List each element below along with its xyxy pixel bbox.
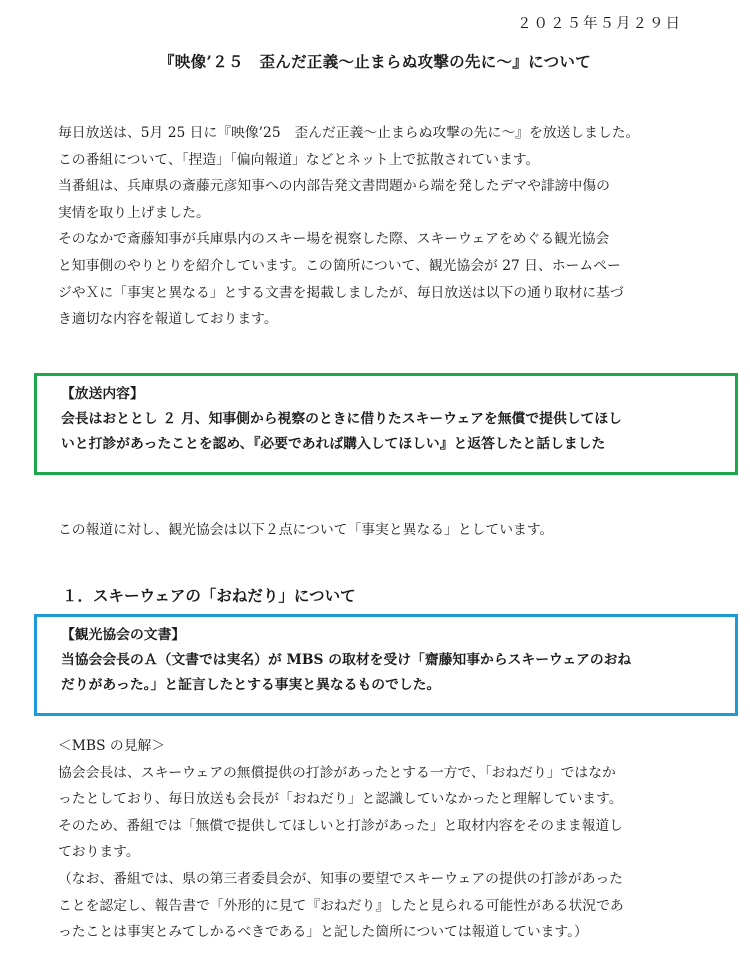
broadcast-content-line: 会長はおととし ２ 月、知事側から視察のときに借りたスキーウェアを無償で提供してほし xyxy=(61,411,622,427)
association-document-box xyxy=(34,614,738,716)
intro-paragraph xyxy=(58,120,708,333)
broadcast-content-line: いと打診があったことを認め、『必要であれば購入してほしい』と返答したと話しました xyxy=(61,436,606,452)
mbs-view-heading: ＜MBS の見解＞ xyxy=(58,738,166,754)
intro-line: 当番組は、兵庫県の斎藤元彦知事への内部告発文書問題から端を発したデマや誹謗中傷の xyxy=(58,178,610,195)
mbs-view-line: ったことは事実とみてしかるべきである」と記した箇所については報道しています。） xyxy=(58,924,588,941)
intro-line: ジやＸに「事実と異なる」とする文書を掲載しましたが、毎日放送は以下の通り取材に基づ xyxy=(58,284,624,301)
intro-line: そのなかで斎藤知事が兵庫県内のスキー場を視察した際、スキーウェアをめぐる観光協会 xyxy=(58,231,610,248)
mbs-view-line: ことを認定し、報告書で「外形的に見て『おねだり』したと見られる可能性がある状況であ xyxy=(58,897,624,914)
summary-text: この報道に対し、観光協会は以下２点について「事実と異なる」としています。 xyxy=(58,522,554,538)
intro-line: この番組について、「捏造」「偏向報道」などとネット上で拡散されています。 xyxy=(58,151,540,168)
mbs-view-line: そのため、番組では「無償で提供してほしいと打診があった」と取材内容をそのまま報道し xyxy=(58,817,623,834)
association-document-heading: 【観光協会の文書】 xyxy=(61,627,186,643)
document-date: ２０２５年５月２９日 xyxy=(517,16,682,32)
mbs-view-line: （なお、番組では、県の第三者委員会が、知事の要望でスキーウェアの提供の打診があった xyxy=(58,870,623,887)
intro-line: き適切な内容を報道しております。 xyxy=(58,311,278,328)
mbs-view-section xyxy=(58,733,708,946)
association-document-line: だりがあった。」と証言したとする事実と異なるものでした。 xyxy=(61,677,441,693)
intro-line: 実情を取り上げました。 xyxy=(58,204,210,221)
intro-line: 毎日放送は、5月 25 日に『映像’25 歪んだ正義～止まらぬ攻撃の先に～』を放送しました。 xyxy=(58,125,640,141)
document-title: 『映像’２５ 歪んだ正義～止まらぬ攻撃の先に～』について xyxy=(159,52,591,71)
mbs-view-line: 協会会長は、スキーウェアの無償提供の打診があったとする一方で、「おねだり」ではなか xyxy=(58,764,616,781)
mbs-view-line: ております。 xyxy=(58,844,140,861)
broadcast-content-box xyxy=(34,373,738,475)
intro-line: と知事側のやりとりを紹介しています。この箇所について、観光協会が 27 日、ホームペー xyxy=(58,257,621,274)
broadcast-content-heading: 【放送内容】 xyxy=(61,386,144,402)
association-document-line: 当協会会長のＡ（文書では実名）が MBS の取材を受け「齋藤知事からスキーウェアのおね xyxy=(61,652,632,668)
mbs-view-line: ったとしており、毎日放送も会長が「おねだり」と認識していなかったと理解しています。 xyxy=(58,791,623,808)
section-heading: １．スキーウェアの「おねだり」について xyxy=(62,586,356,605)
